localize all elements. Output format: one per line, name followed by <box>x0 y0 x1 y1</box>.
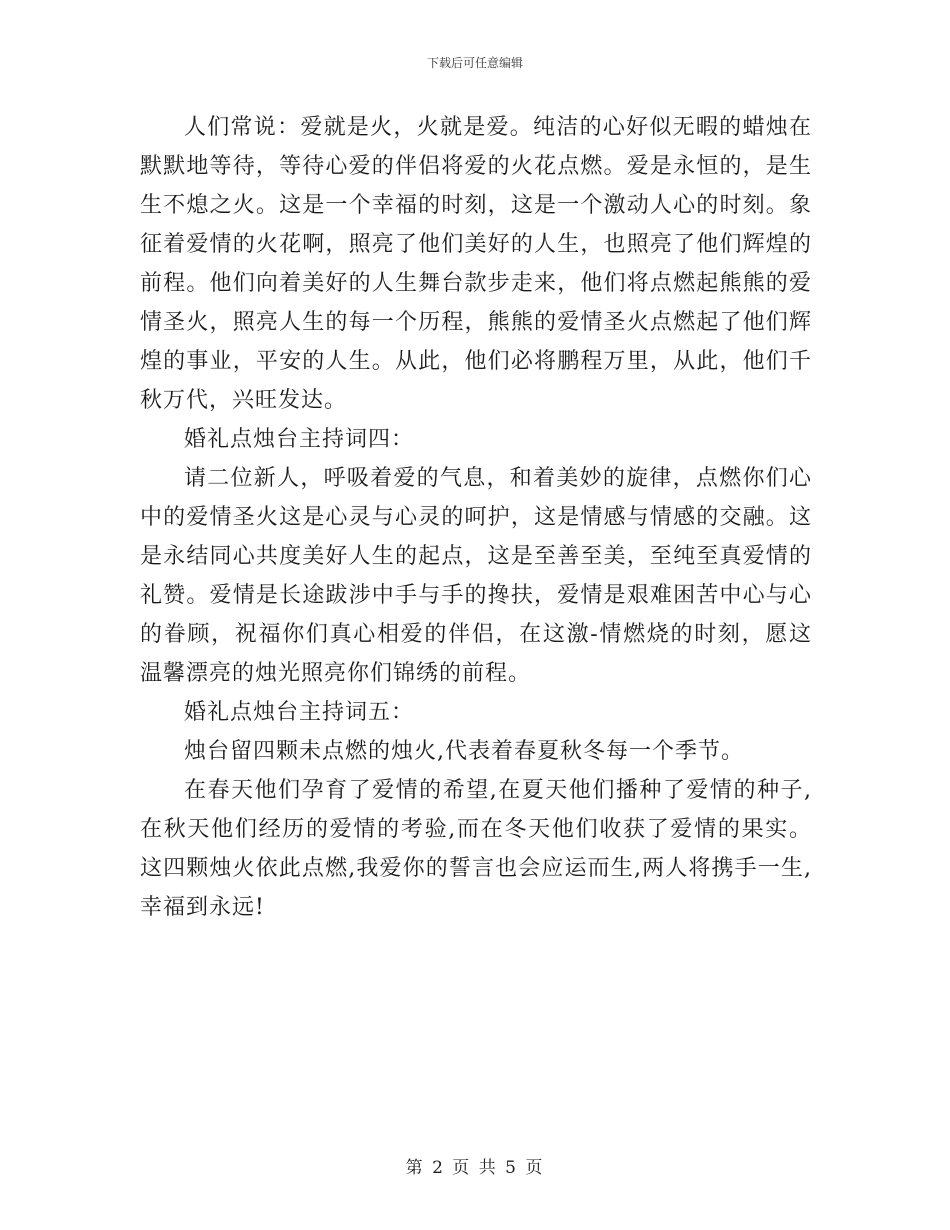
section-heading-five: 婚礼点烛台主持词五： <box>184 700 415 725</box>
page-number-footer: 第 2 页 共 5 页 <box>405 1158 545 1178</box>
page-header: 下载后可任意编辑 <box>426 56 523 70</box>
paragraph-four-seasons: 在春天他们孕育了爱情的希望,在夏天他们播种了爱情的种子,在秋天他们经历的爱情的考验,而在冬天他们收获了爱情的果实。这四颗烛火依此点燃,我爱你的誓言也会应运而生,两人将携手一生,幸福到永远! <box>140 778 812 920</box>
paragraph-candle-lighting-four: 请二位新人，呼吸着爱的气息，和着美妙的旋律，点燃你们心中的爱情圣火这是心灵与心灵的呵护，这是情感与情感的交融。这是永结同心共度美好人生的起点，这是至善至美，至纯至真爱情的礼赞。爱情是长途跋涉中手与手的搀扶，爱情是艰难困苦中心与心的眷顾，祝福你们真心相爱的伴侣，在这激-情燃烧的时刻，愿这温馨漂亮的烛光照亮你们锦绣的前程。 <box>140 466 812 686</box>
section-heading-four: 婚礼点烛台主持词四： <box>184 427 415 452</box>
paragraph-love-is-fire: 人们常说：爱就是火，火就是爱。纯洁的心好似无暇的蜡烛在默默地等待，等待心爱的伴侣将爱的火花点燃。爱是永恒的，是生生不熄之火。这是一个幸福的时刻，这是一个激动人心的时刻。象征着爱情的火花啊，照亮了他们美好的人生，也照亮了他们辉煌的前程。他们向着美好的人生舞台款步走来，他们将点燃起熊熊的爱情圣火，照亮人生的每一个历程，熊熊的爱情圣火点燃起了他们辉煌的事业，平安的人生。从此，他们必将鹏程万里，从此，他们千秋万代，兴旺发达。 <box>140 115 812 413</box>
paragraph-four-candles: 烛台留四颗未点燃的烛火,代表着春夏秋冬每一个季节。 <box>184 739 744 764</box>
document-body <box>140 108 812 927</box>
